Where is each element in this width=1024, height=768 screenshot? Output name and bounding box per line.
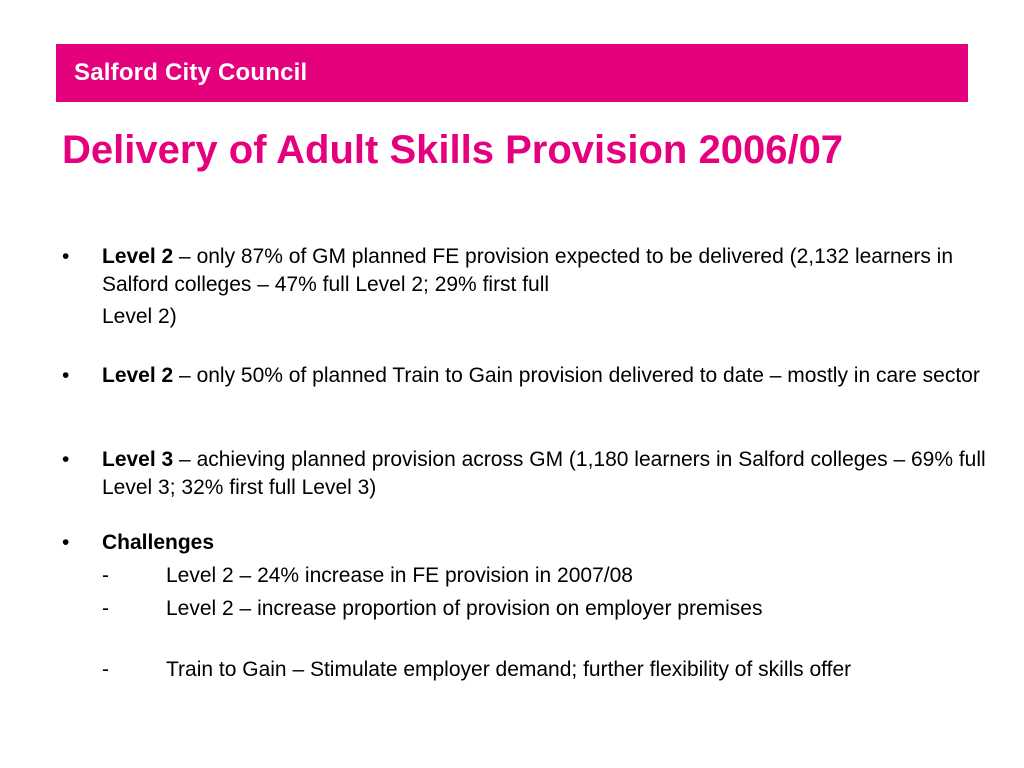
dash-marker: - xyxy=(102,564,109,587)
header-banner xyxy=(56,44,968,102)
organization-name: Salford City Council xyxy=(74,59,308,86)
challenge-text: Train to Gain – Stimulate employer demand; further flexibility of skills offer xyxy=(166,658,852,681)
bullet-marker: • xyxy=(62,245,70,268)
challenge-text: Level 2 – increase proportion of provision on employer premises xyxy=(166,597,763,620)
bullet-text: – achieving planned provision across GM (1,180 learners in Salford colleges – 69% full Level 3; 32% first full Level 3) xyxy=(102,448,986,499)
challenge-item xyxy=(62,656,1024,684)
slide-title: Delivery of Adult Skills Provision 2006/07 xyxy=(62,128,844,172)
challenge-text: Level 2 – 24% increase in FE provision in 2007/08 xyxy=(166,564,633,587)
bullet-level3 xyxy=(62,446,1002,502)
bullet-challenges xyxy=(62,529,1002,557)
dash-marker: - xyxy=(102,658,109,681)
bullet-lead: Level 2 xyxy=(102,245,174,268)
challenge-item xyxy=(62,595,986,623)
bullet-lead: Level 3 xyxy=(102,448,174,471)
bullet-lead: Level 2 xyxy=(102,364,174,387)
bullet-lead: Challenges xyxy=(102,531,215,554)
challenge-item xyxy=(62,562,1024,590)
bullet-marker: • xyxy=(62,448,70,471)
bullet-level2-train-to-gain xyxy=(62,362,1002,390)
bullet-text-continued: Level 2) xyxy=(102,305,177,328)
bullet-text: – only 50% of planned Train to Gain provision delivered to date – mostly in care sector xyxy=(173,364,980,387)
bullet-marker: • xyxy=(62,531,70,554)
bullet-marker: • xyxy=(62,364,70,387)
bullet-text: – only 87% of GM planned FE provision expected to be delivered (2,132 learners in Salford colleges – 47% full Level 2; 29% first full xyxy=(102,245,954,296)
bullet-level2-fe xyxy=(62,243,1002,331)
dash-marker: - xyxy=(102,597,109,620)
